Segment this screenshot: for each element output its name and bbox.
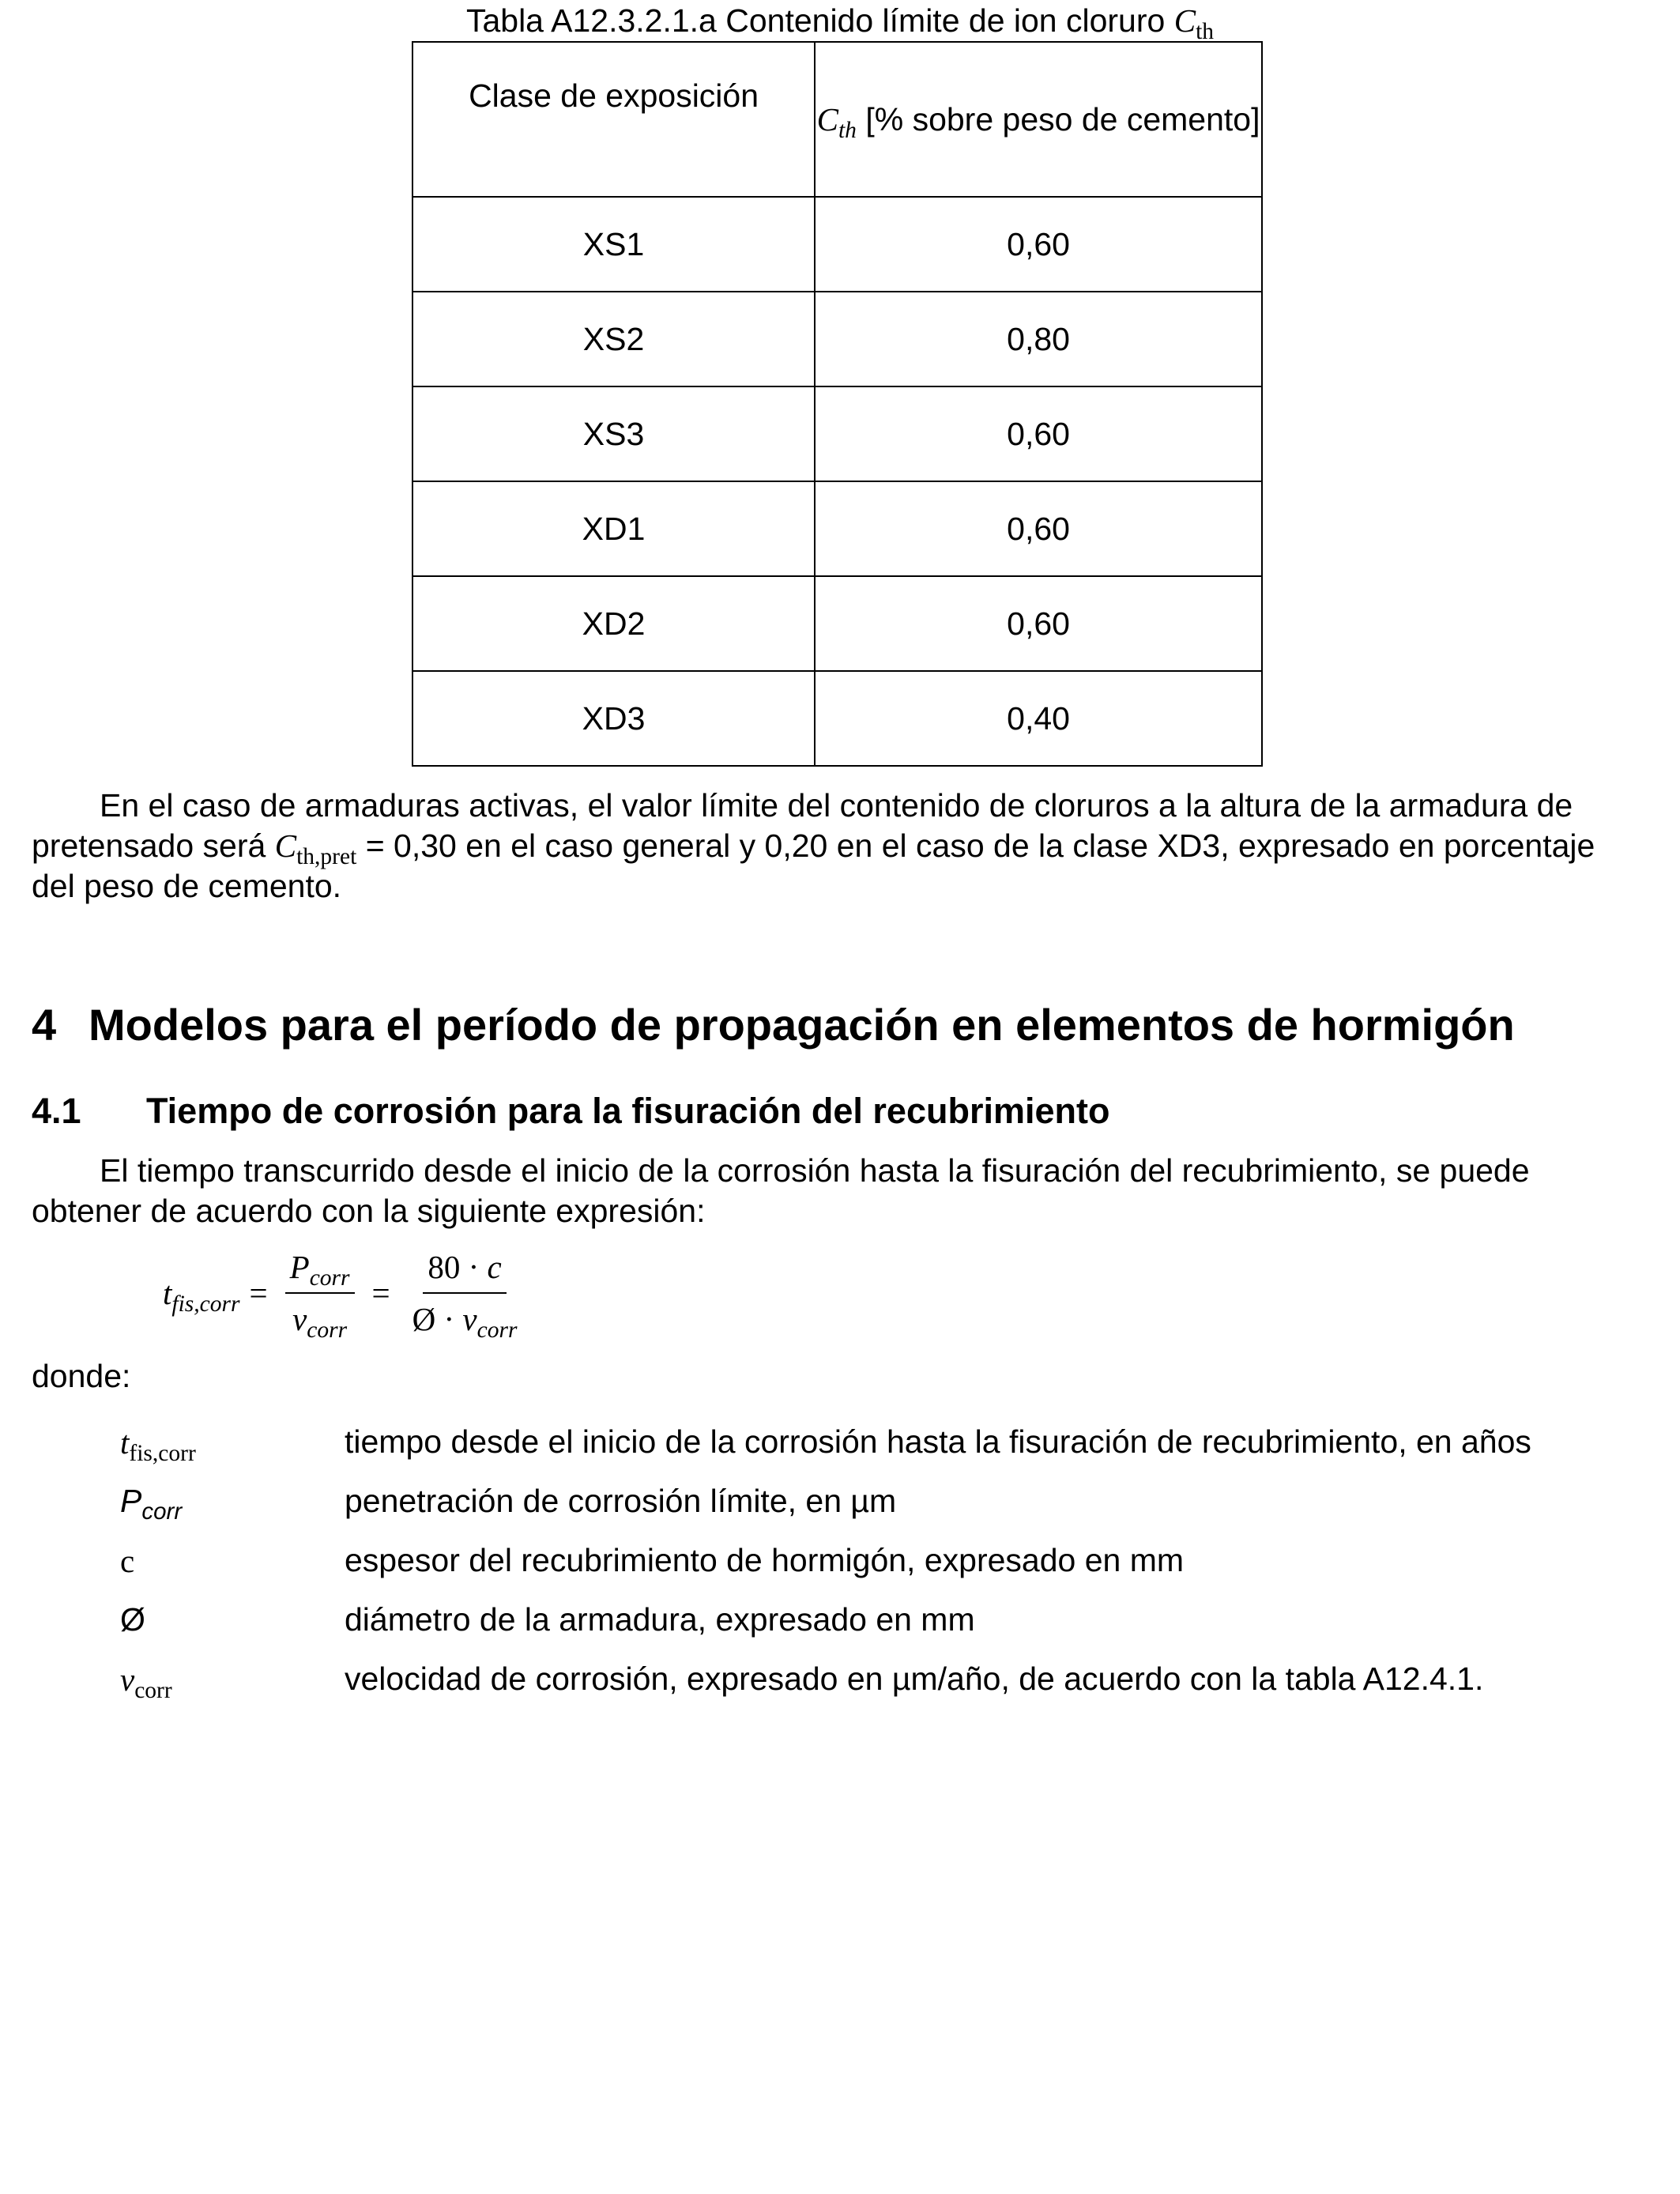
definition-description: tiempo desde el inicio de la corrosión hasta la fisuración de recubrimiento, en años <box>345 1423 1531 1460</box>
formula-equals: = <box>371 1275 390 1311</box>
fraction-1-denominator: $v_{corr}$ <box>292 1301 348 1343</box>
subsection-heading <box>32 1089 1109 1133</box>
table-caption <box>0 0 1680 44</box>
cell-class: XS2 <box>412 292 815 386</box>
fraction-2-numerator: 80 · c <box>423 1246 506 1294</box>
table-row <box>412 671 1262 766</box>
paragraph1-part1: En el caso de armaduras activas, el valor límite del contenido de cloruros a la altura de la armadura de pretensado será <box>32 787 1573 864</box>
paragraph-active-reinforcement <box>32 786 1633 907</box>
definition-row <box>120 1412 1661 1472</box>
section-heading <box>32 997 1515 1053</box>
table-header-row <box>412 42 1262 197</box>
caption-symbol: $C_{th}$ <box>1173 2 1215 44</box>
cell-class: XD2 <box>412 576 815 671</box>
formula-lhs: $t_{fis,corr}$ <box>163 1275 240 1317</box>
definition-row <box>120 1590 1661 1649</box>
definition-description: espesor del recubrimiento de hormigón, expresado en mm <box>345 1542 1184 1578</box>
cell-class: XD1 <box>412 481 815 576</box>
table-row <box>412 292 1262 386</box>
cell-class: XD3 <box>412 671 815 766</box>
section-title: Modelos para el período de propagación en elementos de hormigón <box>89 1000 1515 1050</box>
corrosion-time-formula <box>163 1242 529 1344</box>
definition-symbol: $t_{fis,corr}$ <box>120 1423 196 1466</box>
cell-value: 0,60 <box>815 481 1262 576</box>
subsection-number: 4.1 <box>32 1091 81 1131</box>
table-row <box>412 481 1262 576</box>
header-cth-text: [% sobre peso de cemento] <box>856 101 1260 138</box>
definition-row <box>120 1649 1661 1709</box>
caption-text: Tabla A12.3.2.1.a Contenido límite de ion cloruro <box>465 2 1174 39</box>
section-number: 4 <box>32 1000 57 1050</box>
fraction-2-denominator: Ø · $v_{corr}$ <box>412 1301 518 1343</box>
definition-description: velocidad de corrosión, expresado en µm/año, de acuerdo con la tabla A12.4.1. <box>345 1661 1484 1697</box>
definition-row <box>120 1531 1661 1590</box>
donde-label: donde: <box>32 1358 131 1394</box>
definition-symbol: $v_{corr}$ <box>120 1661 172 1703</box>
cell-value: 0,40 <box>815 671 1262 766</box>
table-row <box>412 576 1262 671</box>
chloride-limit-table <box>412 41 1263 767</box>
table-row <box>412 386 1262 481</box>
cell-class: XS1 <box>412 197 815 292</box>
cth-pret-symbol: $C_{th,pret}$ <box>274 827 357 869</box>
cell-value: 0,60 <box>815 197 1262 292</box>
cell-value: 0,60 <box>815 576 1262 671</box>
formula-fraction-2 <box>408 1246 522 1343</box>
definition-symbol: Ø <box>120 1601 145 1638</box>
cell-value: 0,80 <box>815 292 1262 386</box>
header-exposure-class: Clase de exposición <box>412 42 815 197</box>
definition-symbol: c <box>120 1542 135 1579</box>
cell-value: 0,60 <box>815 386 1262 481</box>
definition-description: penetración de corrosión límite, en µm <box>345 1483 897 1519</box>
fraction-1-numerator: $P_{corr}$ <box>285 1246 355 1294</box>
definition-row <box>120 1472 1661 1531</box>
definition-symbol: $P_{corr}$ <box>120 1483 183 1525</box>
header-cth-symbol: $C_{th}$ <box>816 101 857 143</box>
definition-description: diámetro de la armadura, expresado en mm <box>345 1601 975 1638</box>
header-cth <box>815 42 1262 197</box>
formula-equals: = <box>249 1275 268 1311</box>
symbol-definitions <box>120 1412 1661 1709</box>
subsection-title: Tiempo de corrosión para la fisuración del recubrimiento <box>146 1091 1110 1131</box>
table-row <box>412 197 1262 292</box>
paragraph-expression-intro: El tiempo transcurrido desde el inicio de la corrosión hasta la fisuración del recubrimiento, se puede obtener de acuerdo con la siguiente expresión: <box>32 1152 1530 1229</box>
paragraph1-part2: = 0,30 en el caso general y 0,20 en el caso de la clase XD3, expresado en porcentaje del peso de cemento. <box>32 827 1595 904</box>
formula-fraction-1 <box>285 1246 355 1343</box>
cell-class: XS3 <box>412 386 815 481</box>
